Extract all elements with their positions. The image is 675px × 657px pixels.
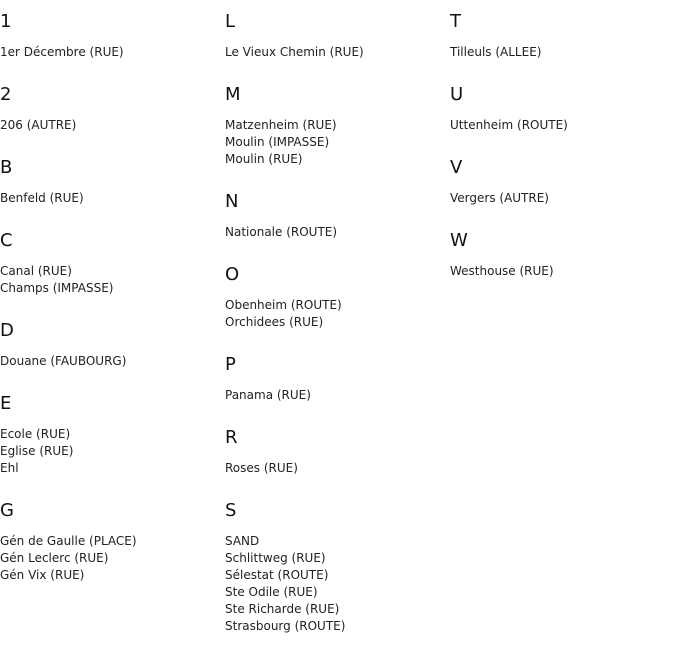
letter-heading: R	[225, 427, 238, 448]
street-item[interactable]: Ste Odile (RUE)	[225, 585, 318, 599]
letter-group	[0, 499, 220, 584]
street-item[interactable]: Champs (IMPASSE)	[0, 281, 114, 295]
street-item[interactable]: Ehl	[0, 461, 19, 475]
street-list	[0, 353, 220, 370]
street-item[interactable]: Gén Vix (RUE)	[0, 568, 85, 582]
street-item[interactable]: Strasbourg (ROUTE)	[225, 619, 346, 633]
street-item[interactable]: Tilleuls (ALLEE)	[450, 45, 542, 59]
street-item[interactable]: SAND	[225, 534, 260, 548]
street-list	[0, 263, 220, 297]
street-list	[450, 263, 670, 280]
letter-heading: C	[0, 230, 13, 251]
street-item[interactable]: Douane (FAUBOURG)	[0, 354, 127, 368]
street-item[interactable]: Benfeld (RUE)	[0, 191, 84, 205]
street-list	[225, 224, 445, 241]
street-item[interactable]: Uttenheim (ROUTE)	[450, 118, 568, 132]
street-index-column-3	[450, 10, 670, 302]
letter-group	[225, 353, 445, 404]
street-list	[450, 117, 670, 134]
letter-group	[450, 229, 670, 280]
letter-heading: M	[225, 84, 241, 105]
street-list	[0, 533, 220, 584]
letter-group	[450, 10, 670, 61]
letter-heading: B	[0, 157, 13, 178]
street-list	[225, 533, 445, 635]
street-item[interactable]: Matzenheim (RUE)	[225, 118, 337, 132]
street-item[interactable]: 206 (AUTRE)	[0, 118, 77, 132]
letter-group	[450, 83, 670, 134]
letter-heading: O	[225, 264, 240, 285]
letter-heading: E	[0, 393, 12, 414]
street-item[interactable]: Schlittweg (RUE)	[225, 551, 326, 565]
letter-heading: T	[450, 11, 461, 32]
street-item[interactable]: 1er Décembre (RUE)	[0, 45, 124, 59]
letter-group	[450, 156, 670, 207]
street-item[interactable]: Orchidees (RUE)	[225, 315, 324, 329]
street-list	[0, 117, 220, 134]
letter-heading: D	[0, 320, 14, 341]
letter-group	[0, 83, 220, 134]
street-list	[225, 460, 445, 477]
street-list	[450, 44, 670, 61]
street-index-column-1	[0, 10, 220, 606]
letter-group	[225, 10, 445, 61]
street-item[interactable]: Moulin (IMPASSE)	[225, 135, 330, 149]
letter-group	[0, 319, 220, 370]
letter-heading: L	[225, 11, 236, 32]
street-list	[0, 190, 220, 207]
street-item[interactable]: Obenheim (ROUTE)	[225, 298, 342, 312]
street-list	[225, 44, 445, 61]
letter-heading: 1	[0, 11, 12, 32]
street-item[interactable]: Sélestat (ROUTE)	[225, 568, 329, 582]
street-list	[225, 117, 445, 168]
letter-group	[0, 392, 220, 477]
letter-heading: V	[450, 157, 463, 178]
letter-heading: N	[225, 191, 239, 212]
street-item[interactable]: Eglise (RUE)	[0, 444, 74, 458]
street-item[interactable]: Nationale (ROUTE)	[225, 225, 338, 239]
street-item[interactable]: Ecole (RUE)	[0, 427, 71, 441]
street-item[interactable]: Gén Leclerc (RUE)	[0, 551, 109, 565]
letter-group	[0, 229, 220, 297]
street-item[interactable]: Panama (RUE)	[225, 388, 311, 402]
letter-heading: P	[225, 354, 236, 375]
street-item[interactable]: Moulin (RUE)	[225, 152, 303, 166]
street-item[interactable]: Vergers (AUTRE)	[450, 191, 549, 205]
street-item[interactable]: Le Vieux Chemin (RUE)	[225, 45, 364, 59]
street-item[interactable]: Westhouse (RUE)	[450, 264, 554, 278]
letter-group	[225, 499, 445, 635]
street-item[interactable]: Gén de Gaulle (PLACE)	[0, 534, 137, 548]
letter-group	[0, 10, 220, 61]
street-list	[450, 190, 670, 207]
street-list	[0, 44, 220, 61]
letter-heading: U	[450, 84, 464, 105]
street-item[interactable]: Ste Richarde (RUE)	[225, 602, 340, 616]
street-index-column-2	[225, 10, 445, 657]
letter-heading: 2	[0, 84, 12, 105]
letter-heading: W	[450, 230, 468, 251]
letter-heading: G	[0, 500, 14, 521]
letter-group	[0, 156, 220, 207]
letter-group	[225, 263, 445, 331]
street-item[interactable]: Roses (RUE)	[225, 461, 298, 475]
letter-group	[225, 83, 445, 168]
street-item[interactable]: Canal (RUE)	[0, 264, 72, 278]
letter-group	[225, 190, 445, 241]
letter-heading: S	[225, 500, 237, 521]
street-list	[0, 426, 220, 477]
street-list	[225, 297, 445, 331]
letter-group	[225, 426, 445, 477]
street-list	[225, 387, 445, 404]
